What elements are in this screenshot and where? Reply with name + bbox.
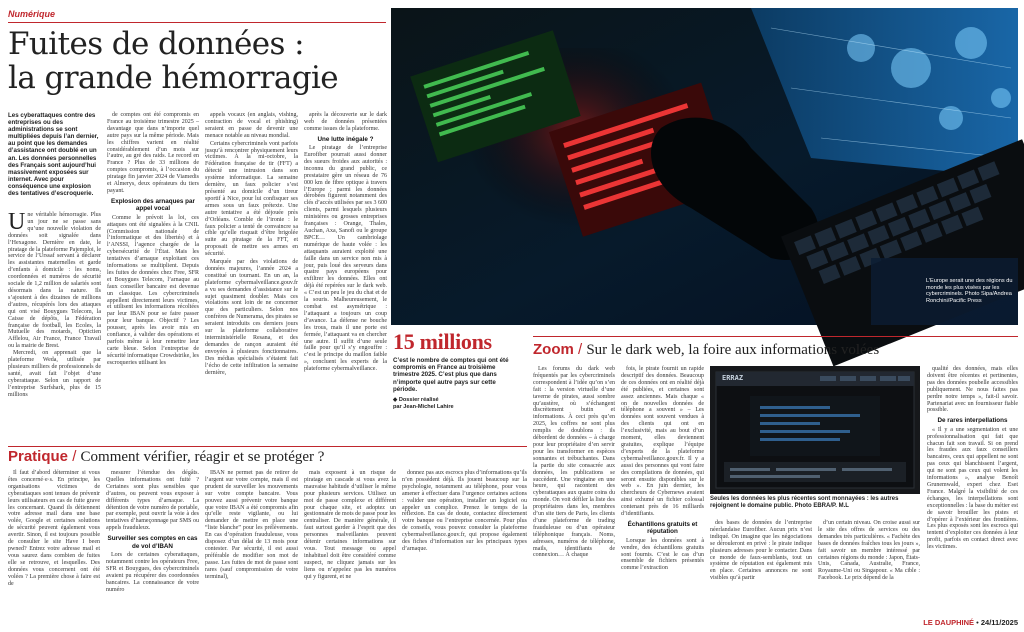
headline-line-2: la grande hémorragie — [8, 60, 338, 96]
pratique-c2-subhead: Surveiller ses comptes en cas de vol d’IBAN — [107, 535, 198, 550]
zoom-column-2 — [621, 366, 704, 624]
darkweb-photo — [710, 366, 920, 494]
footer-date: 24/11/2025 — [980, 618, 1018, 627]
col1-text-2: Mercredi, on apprenait que la plateforme Weda, utilisée par plusieurs milliers de professionnels de santé, avait fait l’objet d’une cyberattaque. Selon un rapport de l’entreprise Surfshark, plus de 15 millions — [8, 350, 101, 398]
zoom-c5: qualité des données, mais elles doivent être récentes et pertinentes, pas des données poubelle accessibles publiquement. Ne nous faites pas perdre notre temps », fait-il savoir. Partenariat avec un fournisseur fiable possible. — [927, 366, 1018, 414]
pratique-heading — [8, 448, 527, 466]
pratique-top-rule — [8, 446, 527, 447]
zoom-title: Sur le dark web, la foire aux informations volées — [586, 342, 880, 358]
zoom-column-4 — [818, 520, 920, 624]
stat-big-number: 15 millions — [393, 329, 492, 354]
hacker-laptop-illustration — [391, 8, 1018, 325]
zoom-c2-subhead: Échantillons gratuits et réputation — [627, 520, 698, 536]
pratique-c5: donnez pas aux escrocs plus d’informations qu’ils n’en possèdent déjà. Ils jouent beaucoup sur la psychologie, notamment au téléphone, pour vous amener à effectuer dans l’urgence certaines actions : valider une opération, installer un logiciel ou appeler un complice. Prenez le temps de la réflexion. En cas de doute, contactez directement votre banque ou l’entreprise concernée. Pour plus de conseils, vous pouvez consulter la plateforme cybermalveillance.gouv.fr, qui propose également des fiches d’information sur les principaux types d’arnaque. — [402, 470, 527, 552]
stat-description: C’est le nombre de comptes qui ont été compromis en France au troisième trimestre 2025. C’est plus que dans n’importe quel autre pays sur cette période. — [393, 357, 509, 393]
col4-p1: après la découverte sur le dark web de données présentées comme issues de la plateforme. — [304, 112, 387, 132]
zoom-column-5 — [927, 366, 1018, 613]
stat-credit-1: ◆ Dossier réalisé — [393, 397, 439, 404]
zoom-c2: fois, le pirate fournit un rapide descriptif des données. Beaucoup de ces données ont en réalité déjà été publiées, et certaines sont assez anciennes. Mais chaque « on de nouvelles données de téléphone a souvent » – Les données sont souvent vendues à des clients qui ont en l’exclusivité, mais au bout d’un moment, elles deviennent gratuites, explique l’équipe d’experts de la plateforme cybermalveillance.gouv.fr. Il y a aussi des personnes qui vont faire des compilations de données, qui seront ensuite disponibles sur le web ». En juin dernier, les chercheurs de Cybernews avaient ainsi exhumé un fichier colossal contenant près de 16 milliards d’identifiants. — [621, 366, 704, 518]
section-rule — [8, 22, 386, 23]
stat-box — [393, 330, 527, 442]
pratique-slash: / — [72, 448, 77, 465]
pratique-column-3 — [205, 470, 298, 626]
zoom-slash: / — [578, 341, 583, 358]
dark-forum-screen — [710, 366, 920, 494]
zoom-c5-subhead: De rares interpellations — [937, 417, 1008, 425]
article-column-2 — [107, 112, 199, 442]
section-label: Numérique — [8, 9, 56, 19]
col3-p2: Certains cybercriminels vont parfois jusqu’à rencontrer physiquement leurs victimes. À la mi-octobre, la Fédération française de tir (FFT) a détecté une intrusion dans son système informatique. La semaine dernière, un faux policier s’est présenté au domicile d’un tireur sportif à Nice, pour lui confisquer ses armes sous un faux prétexte. Une autre tentative a été déjouée près d’Orléans. Comble de l’ironie : le faux policier a tenté de convaincre sa cible qu’elle risquait d’être brigolée suite au piratage de la FFT, et proposait de mettre ses armes en sécurité. — [205, 140, 298, 258]
footer-brand: LE DAUPHINÉ — [923, 618, 975, 627]
zoom-c5b: « Il y a une segmentation et une professionnalisation qui fait que chacun fait son travail. Si on prend les fraudes aux faux conseillers bancaires, ceux qui appellent ne sont pas ceux qui blanchissent l’argent, qui ne sont pas ceux qui volent les informations », analyse Benoît Grunemwald, expert chez Eset France. Malgré la visibilité de ces échanges, les interpellations sont exceptionnelles : la base du métier est de savoir brouiller les pistes et d’opérer à l’extérieur des frontières. Les plus exposés sont les escrocs qui tentent d’exploiter ces données à leur profit, parfois en contact direct avec les victimes. — [927, 426, 1018, 551]
zoom-column-3 — [710, 520, 812, 624]
headline-line-1: Fuites de données : — [8, 26, 304, 62]
zoom-c4: d’un certain niveau. On croise aussi sur le site des offres de services ou des demandes très particulières. « Fachète des bases de données fraîches tous les jours », fait savoir un membre intéressé par certaines régions du monde : Japon, États-Unis, Canada, Australie, France, Royaume-Uni ou Singapour. « Ma cible : Facebook. Le prix dépend de la — [818, 520, 920, 582]
pratique-c4: mais exposent à un risque de piratage en cascade si vous avez la mauvaise habitude d’utiliser le même pour plusieurs services. Utilisez un mot de passe complexe et différent pour chaque site, et adoptez un gestionnaire de mots de passe pour les centraliser. De manière générale, il faut surtout garder à l’esprit que des personnes malveillantes peuvent détenir certaines informations sur vous. Tout message ou appel inhabituel doit être considéré comme suspect, ne cliquez jamais sur les liens ou n’appelez pas les numéros qui y figurent, et ne — [304, 470, 396, 580]
col2-subhead: Explosion des arnaques par appel vocal — [111, 197, 195, 213]
article-column-3 — [205, 112, 298, 442]
col2-p1: de comptes ont été compromis en France au troisième trimestre 2025 – davantage que dans n’importe quel autre pays sur la même période. Mais les chiffres varient en réalité considérablement d’un mois sur l’autre, au gré des raids. Le record en France ? Plus de 33 millions de comptes compromis, à l’occasion du piratage fin janvier 2024 de Viamedis et Almerys, deux opérateurs du tiers payant. — [107, 112, 199, 194]
zoom-heading — [533, 341, 1018, 359]
darkweb-photo-caption: Seules les données les plus récentes sont monnayées : les autres rejoignent le domaine public. Photo EBRA/P. M.L — [710, 496, 899, 509]
article-column-4 — [304, 112, 387, 373]
main-photo-caption: L’Europe serait une des régions du monde les plus visées par les cybercriminels. Photo Sipa/Andrea Ronchini/Pacific Press — [926, 278, 1013, 304]
pratique-column-1 — [8, 470, 100, 626]
zoom-label: Zoom — [533, 341, 574, 358]
col4-subhead: Une lutte inégale ? — [317, 135, 374, 143]
drop-cap: U — [8, 209, 26, 235]
col1-text: ne véritable hémorragie. Plus un jour ne se passe sans qu’une nouvelle violation de données soit signalée dans l’Hexagone. Dernière en date, le piratage de la plateforme Pajemploi, le service de l’Urssaf servant à déclarer les assistantes maternelles et garde d’enfants à domicile : les noms, coordonnées et numéros de sécurité sociale de 1,2 million de salariés sont désormais dans la nature. Ils s’ajoutent à des dizaines de millions d’autres, récupérés lors des attaques qui ont visé Bouygues Telecom, la Caisse de dépôts, la Fédération française de football, les Ecoles, la Mutuelle des motards, Optictien Afflelou, Air France, France Travail ou la mairie de Brest. — [8, 212, 101, 350]
headline — [8, 27, 388, 95]
article-column-1 — [8, 209, 101, 442]
col2-p2: Comme le prévoit la loi, ces attaques ont été signalées à la CNIL (Commission nationale de l’informatique et des libertés) et à l’ANSSI, l’agence chargée de la cybersécurité de l’État. Mais les tentatives d’arnaque exploitant ces informations se multiplient. Depuis les fuites de données chez Free, SFR et Bouygues Telecom, l’arnaque au faux conseiller bancaire est devenue un classique. Les cybercriminels appellent directement leurs victimes, et utilisent les informations récoltées par leur IBAN pour se faire passer pour leur banque. Objectif ? Les pousser, après les avoir mis en confiance, à valider des opérations et parfois même à leur remettre leur carte bleue. Selon l’entreprise de sécurité informatique Crowdstrike, les escroqueries utilisant les — [107, 214, 199, 366]
darkweb-site-title: ERRAZ — [722, 374, 744, 382]
zoom-c1: Les forums du dark web fréquentés par les cybercriminels correspondent à l’idée qu’on s’en fait : la version virtuelle d’une taverne de pirates, aussi sombre qu’austère, où s’échangent discrètement butin et informations. À ceci près qu’en 2025, les coffres ne sont plus remplis de doublons : ils débordent de données – à charge pour leur propriétaire d’en servir pour les transformer en espèces sonnantes et trébuchantes. Dans la partie du site consacrée aux données, les publications se succèdent. Une vingtaine en une heure, qui racontent des cyberattaques aux quatre coins du monde. On voit défiler la liste des propriétaires dans les, membres d’un site tiers de Paris, les clients d’une plateforme de trading frauduleuse ou d’un opérateur téléphonique français. Noms, adresses, numéros de téléphone, mails, identifiants de connexion… À chaque — [533, 366, 615, 559]
zoom-c2b: Lorsque les données sont à vendre, des échantillons gratuits sont fournis. C’est le cas d’un ensemble de fichiers présentés comme l’extraction — [621, 537, 704, 572]
footer — [880, 617, 1018, 629]
pratique-column-2 — [106, 470, 199, 626]
zoom-c3: des bases de données de l’entreprise néerlandaise Eurofiber. Aucun prix n’est indiqué. On imagine que les négociations se dérouleront en privé : le pirate indique plusieurs adresses pour le contacter. Dans ce monde de faux-semblants, tout un système de réputation est également mis en place. Certaines annonces ne sont visibles qu’à partir — [710, 520, 812, 582]
pratique-title: Comment vérifier, réagir et se protéger ? — [80, 449, 325, 465]
pratique-c3: IBAN ne permet pas de retirer de l’argent sur votre compte, mais il est prudent de surveiller les mouvements sur votre compte bancaire. Vous pouvez aussi prévenir votre banque que votre IBAN a été compromis afin qu’elle reste vigilante, ou lui demander de mettre en place une “liste blanche” pour les prélèvements. En cas d’opération frauduleuse, vous disposez d’un délai de 13 mois pour contester. Par sécurité, il est aussi préférable de modifier son mot de passe. Les fuites de mot de passe sont rares (sauf compromission de votre terminal), — [205, 470, 298, 580]
pratique-c2b: Lors de certaines cyberattaques, notamment contre les opérateurs Free, SFR et Bouygues, des cybercriminels avaient pu récupérer des coordonnées bancaires. La connaissance de votre numéro — [106, 551, 199, 593]
pratique-column-5 — [402, 470, 527, 626]
col4-p2: Le piratage de l’entreprise Eurofiber pourrait aussi donner des sueurs froides aux autorités : inconnu du grand public, ce prestataire gère un réseau de 76 000 km de fibre optique à travers l’Europe ; parmi les données dérobées figurent notamment des clés d’accès utilisées par ses 3 600 clients, parmi lesquels plusieurs ministères ou grosses entreprises françaises : Orange, Thales, Auchan, Axa, Sanofi ou le groupe BPCE… Un cambriolage numérique de haute volée : les attaquants auraient exploité une faille dans un service non mis à jour, puis loué des serveurs dans quatre pays européens pour exfiltrer les données. Elles ont déjà été repérées sur le dark web. « C’est un peu le jeu du chat et de la souris. Malheureusement, le combat est asymétrique : l’attaquant a toujours un coup d’avance. La défense ne bouche les trous, mais il une porte est fermée, l’attaquant va en chercher une autre. Il suffit d’une seule faille pour qu’il s’y engouffre : c’est le principe du maillon faible », concluent les experts de la plateforme cybermalveillance. — [304, 145, 387, 373]
zoom-column-1 — [533, 366, 615, 624]
pratique-c2: mesurer l’étendue des dégâts. Quelles informations ont fuité ? Certaines sont plus sensibles que d’autres, ou peuvent vous exposer à différents types d’arnaque. La détention de votre numéro de portable, par exemple, peut ouvrir la voie à des tentatives d’hameçonnage par SMS ou appels frauduleux. — [106, 470, 199, 532]
col3-p1: appels vocaux (en anglais, vishing, contraction de vocal et phishing) seraient en passe de devenir une menace notable au niveau mondial. — [205, 112, 298, 139]
stat-credit-2: par Jean-Michel Lahire — [393, 404, 454, 411]
zoom-top-rule — [533, 336, 1018, 337]
col3-p3: Marquée par des violations de données majeures, l’année 2024 a constitué un tournant. En un an, la plateforme cybermalveillance.gouv.fr a vu ses demandes d’assistance sur le sujet quasiment doubler. Mais ces violations sont loin de ne concerner que des particuliers. Selon nos confrères de Numerama, des pirates se seraient introduits ces derniers jours sur la plateforme collaborative interministérielle Resana, et des demandes de rançon auraient été envoyées à plusieurs fonctionnaires. Des médias spécialisés s’étaient fait l’écho de cette infiltration la semaine dernière, — [205, 259, 298, 376]
pratique-c1: Il faut d’abord déterminer si vous êtes concerné·e·s. En principe, les organisations victimes de cyberattaques sont tenues de prévenir leurs utilisateurs en cas de fuite grave les concernant. Quand ils détiennent votre adresse mail dans une base volée, Google et certaines solutions de sécurité peuvent également vous avertir. Sinon, il est toujours possible de consulter le site Have I been pwned? Entrez votre adresse mail et vous saurez dans combien de fuites elle se retrouve, et lesquelles. Des données vous concernent ont été volées ? La première chose à faire est de — [8, 470, 100, 587]
standfirst: Les cyberattaques contre des entreprises ou des administrations se sont multipliées depuis l’an dernier, au point que les demandes d’assistance ont doublé en un an. Les données personnelles des Français sont aujourd’hui massivement exposées sur internet. Avec pour conséquence une explosion des tentatives d’escroquerie. — [8, 112, 99, 198]
footer-sep: • — [976, 618, 979, 627]
main-photo — [391, 8, 1018, 325]
pratique-column-4 — [304, 470, 396, 626]
pratique-label: Pratique — [8, 448, 69, 465]
